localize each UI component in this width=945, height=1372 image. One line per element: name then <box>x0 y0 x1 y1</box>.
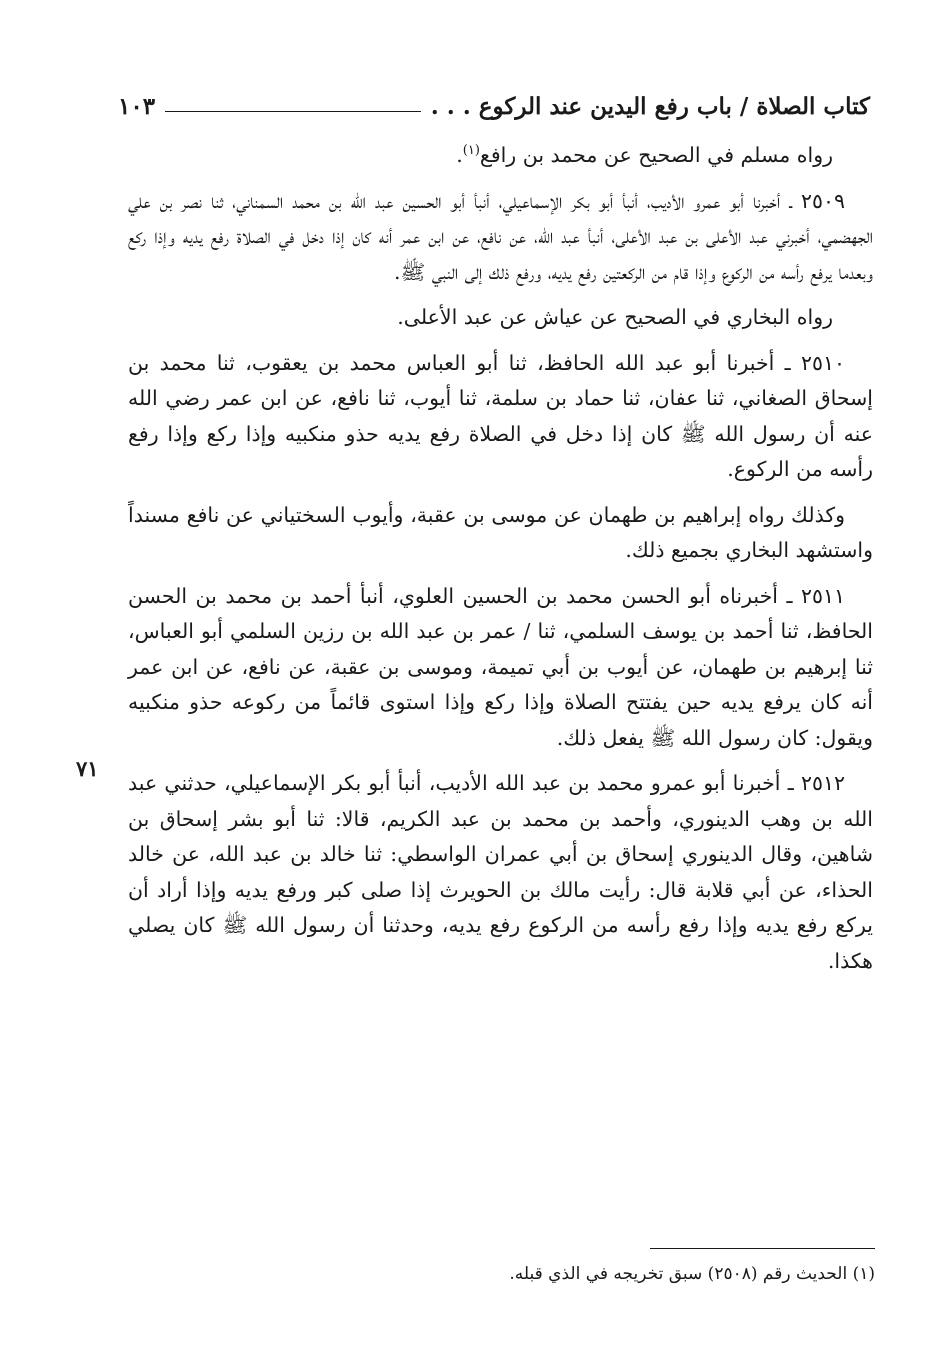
footnote: (١) الحديث رقم (٢٥٠٨) سبق تخريجه في الذي قبله. <box>509 1264 875 1284</box>
margin-page-note: ٧١ <box>76 756 99 781</box>
hadith-2512: ٢٥١٢ ـ أخبرنا أبو عمرو محمد بن عبد الله الأديب، أنبأ أبو بكر الإسماعيلي، حدثني عبد الله بن وهب الدينوري، وأحمد بن محمد بن عبد الكريم، قالا: ثنا أبو بشر إسحاق بن شاهين، وقال الدينوري إسحاق بن أبي عمران الواسطي: ثنا خالد بن عبد الله، عن خالد الحذاء، عن أبي قلابة قال: رأيت مالك بن الحويرث إذا صلى كبر ورفع يديه وإذا أراد أن يركع رفع يديه وإذا رفع رأسه من الركوع رفع يديه، وحدثنا أن رسول الله ﷺ كان يصلي هكذا. <box>128 771 873 973</box>
paragraph-2: رواه البخاري في الصحيح عن عياش عن عبد الأعلى. <box>397 305 833 329</box>
page-number: ١٠٣ <box>118 93 156 120</box>
hadith-2510: ٢٥١٠ ـ أخبرنا أبو عبد الله الحافظ، ثنا أبو العباس محمد بن يعقوب، ثنا محمد بن إسحاق الصغاني، ثنا عفان، ثنا حماد بن سلمة، ثنا أيوب، ثنا نافع، عن ابن عمر رضي الله عنه أن رسول الله ﷺ كان إذا دخل في الصلاة رفع يديه حذو منكبيه وإذا ركع وإذا رفع رأسه من الركوع. <box>128 350 873 481</box>
running-header <box>118 80 870 120</box>
footnote-marker[interactable]: (١) <box>462 143 480 159</box>
paragraph-0-tail: . <box>456 143 463 167</box>
header-title: كتاب الصلاة / باب رفع اليدين عند الركوع . . . <box>430 93 870 120</box>
paragraph-0-text: رواه مسلم في الصحيح عن محمد بن رافع <box>479 143 833 167</box>
hadith-2511: ٢٥١١ ـ أخبرناه أبو الحسن محمد بن الحسين العلوي، أنبأ أحمد بن محمد بن الحسن الحافظ، ثنا أحمد بن يوسف السلمي، ثنا / عمر بن عبد الله بن رزين السلمي أبو العباس، ثنا إبرهيم بن طهمان، عن أيوب بن أبي تميمة، وموسى بن عقبة، عن نافع، عن ابن عمر أنه كان يرفع يديه حين يفتتح الصلاة وإذا ركع وإذا استوى قائماً من ركوعه حذو منكبيه ويقول: كان رسول الله ﷺ يفعل ذلك. <box>128 583 873 750</box>
paragraph-0 <box>128 138 873 174</box>
paragraph-4: وكذلك رواه إبراهيم بن طهمان عن موسى بن عقبة، وأيوب السختياني عن نافع مسنداً واستشهد البخاري بجميع ذلك. <box>128 502 873 562</box>
main-text <box>128 138 873 989</box>
footnote-rule <box>650 1248 875 1249</box>
hadith-2509: ٢٥٠٩ ـ أخبرنا أبو عمرو الأديب، أنبأ أبو بكر الإسماعيلي، أنبأ أبو الحسين عبد الله بن محمد السمناني، ثنا نصر بن علي الجهضمي، أخبرني عبد الأعلى بن عبد الأعلى، أنبأ عبد الله، عن نافع، عن ابن عمر أنه كان إذا دخل في الصلاة رفع يديه وإذا ركع وبعدما يرفع رأسه من الركوع وإذا قام من الركعتين رفع يديه، ورفع ذلك إلى النبي ﷺ. <box>128 188 873 284</box>
header-rule <box>165 111 421 112</box>
